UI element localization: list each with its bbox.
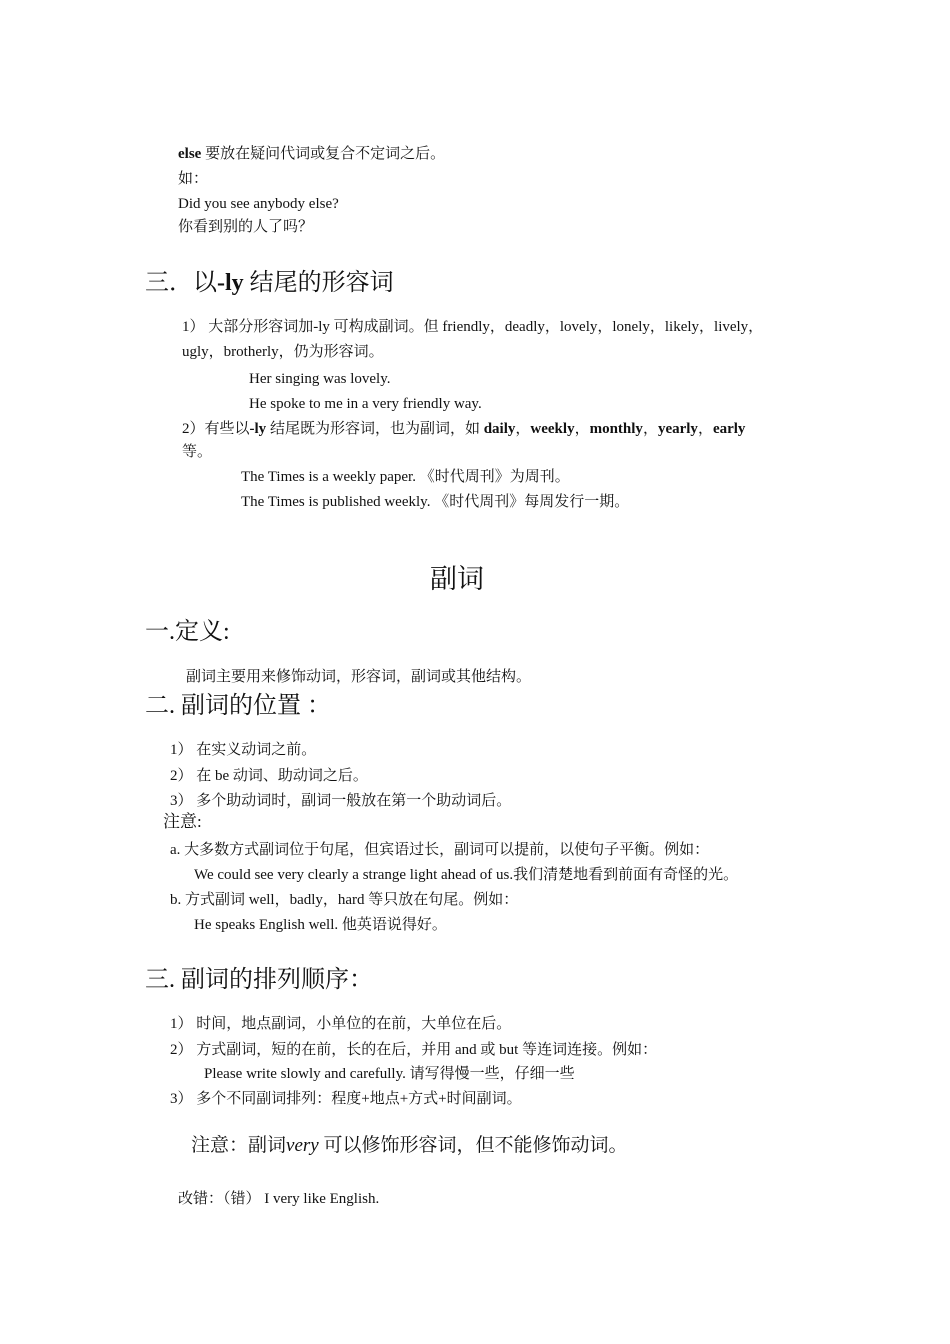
position-item-3: 3） 多个助动词时，副词一般放在第一个助动词后。 [170,793,512,809]
ly-item1-line2: ugly，brotherly，仍为形容词。 [182,344,384,360]
ly-example-3: The Times is a weekly paper. 《时代周刊》为周刊。 [241,469,570,485]
order-item-2: 2） 方式副词，短的在前，长的在后，并用 and 或 but 等连词连接。例如： [170,1042,658,1058]
ly-item2-line2: 等。 [182,444,213,460]
definition-text: 副词主要用来修饰动词，形容词，副词或其他结构。 [186,669,532,685]
ly-example-2: He spoke to me in a very friendly way. [249,396,482,412]
ly-item1-line1: 1） 大部分形容词加-ly 可构成副词。但 friendly，deadly，lovely，lonely，likely，lively， [182,319,764,335]
ly-example-1: Her singing was lovely. [249,371,391,387]
position-item-1: 1） 在实义动词之前。 [170,742,317,758]
definition-heading: 一.定义: [145,619,230,645]
position-note-b-example: He speaks English well. 他英语说得好。 [194,917,447,933]
correction-exercise: 改错：（错） I very like English. [178,1191,380,1207]
position-note-a: a. 大多数方式副词位于句尾，但宾语过长，副词可以提前，以使句子平衡。例如： [170,842,710,858]
else-word: else [178,146,202,162]
order-heading: 三. 副词的排列顺序： [145,967,373,993]
page-title: 副词 [430,564,484,594]
position-heading: 二. 副词的位置 ： [145,693,331,719]
else-example-zh: 你看到别的人了吗？ [178,219,314,235]
ly-example-4: The Times is published weekly. 《时代周刊》每周发行一期。 [241,494,630,510]
position-item-2: 2） 在 be 动词、助动词之后。 [170,768,368,784]
position-note-label: 注意: [163,812,202,831]
ly-item2-line1: 2）有些以-ly 结尾既为形容词，也为副词，如 daily，weekly，monthly，yearly，early [182,421,746,437]
very-word: very [286,1135,319,1156]
order-item-2-example: Please write slowly and carefully. 请写得慢一些，仔细一些 [204,1066,575,1082]
order-item-3: 3） 多个不同副词排列：程度+地点+方式+时间副词。 [170,1091,522,1107]
else-for-example: 如： [178,171,209,187]
else-example-en: Did you see anybody else? [178,196,339,212]
position-note-b: b. 方式副词 well，badly，hard 等只放在句尾。例如： [170,892,519,908]
ly-heading: 三．以-ly 结尾的形容词 [145,270,394,296]
order-note: 注意：副词very 可以修饰形容词，但不能修饰动词。 [191,1135,628,1156]
order-item-1: 1） 时间，地点副词，小单位的在前，大单位在后。 [170,1016,512,1032]
position-note-a-example: We could see very clearly a strange light ahead of us.我们清楚地看到前面有奇怪的光。 [194,867,739,883]
else-rule: else 要放在疑问代词或复合不定词之后。 [178,146,446,162]
